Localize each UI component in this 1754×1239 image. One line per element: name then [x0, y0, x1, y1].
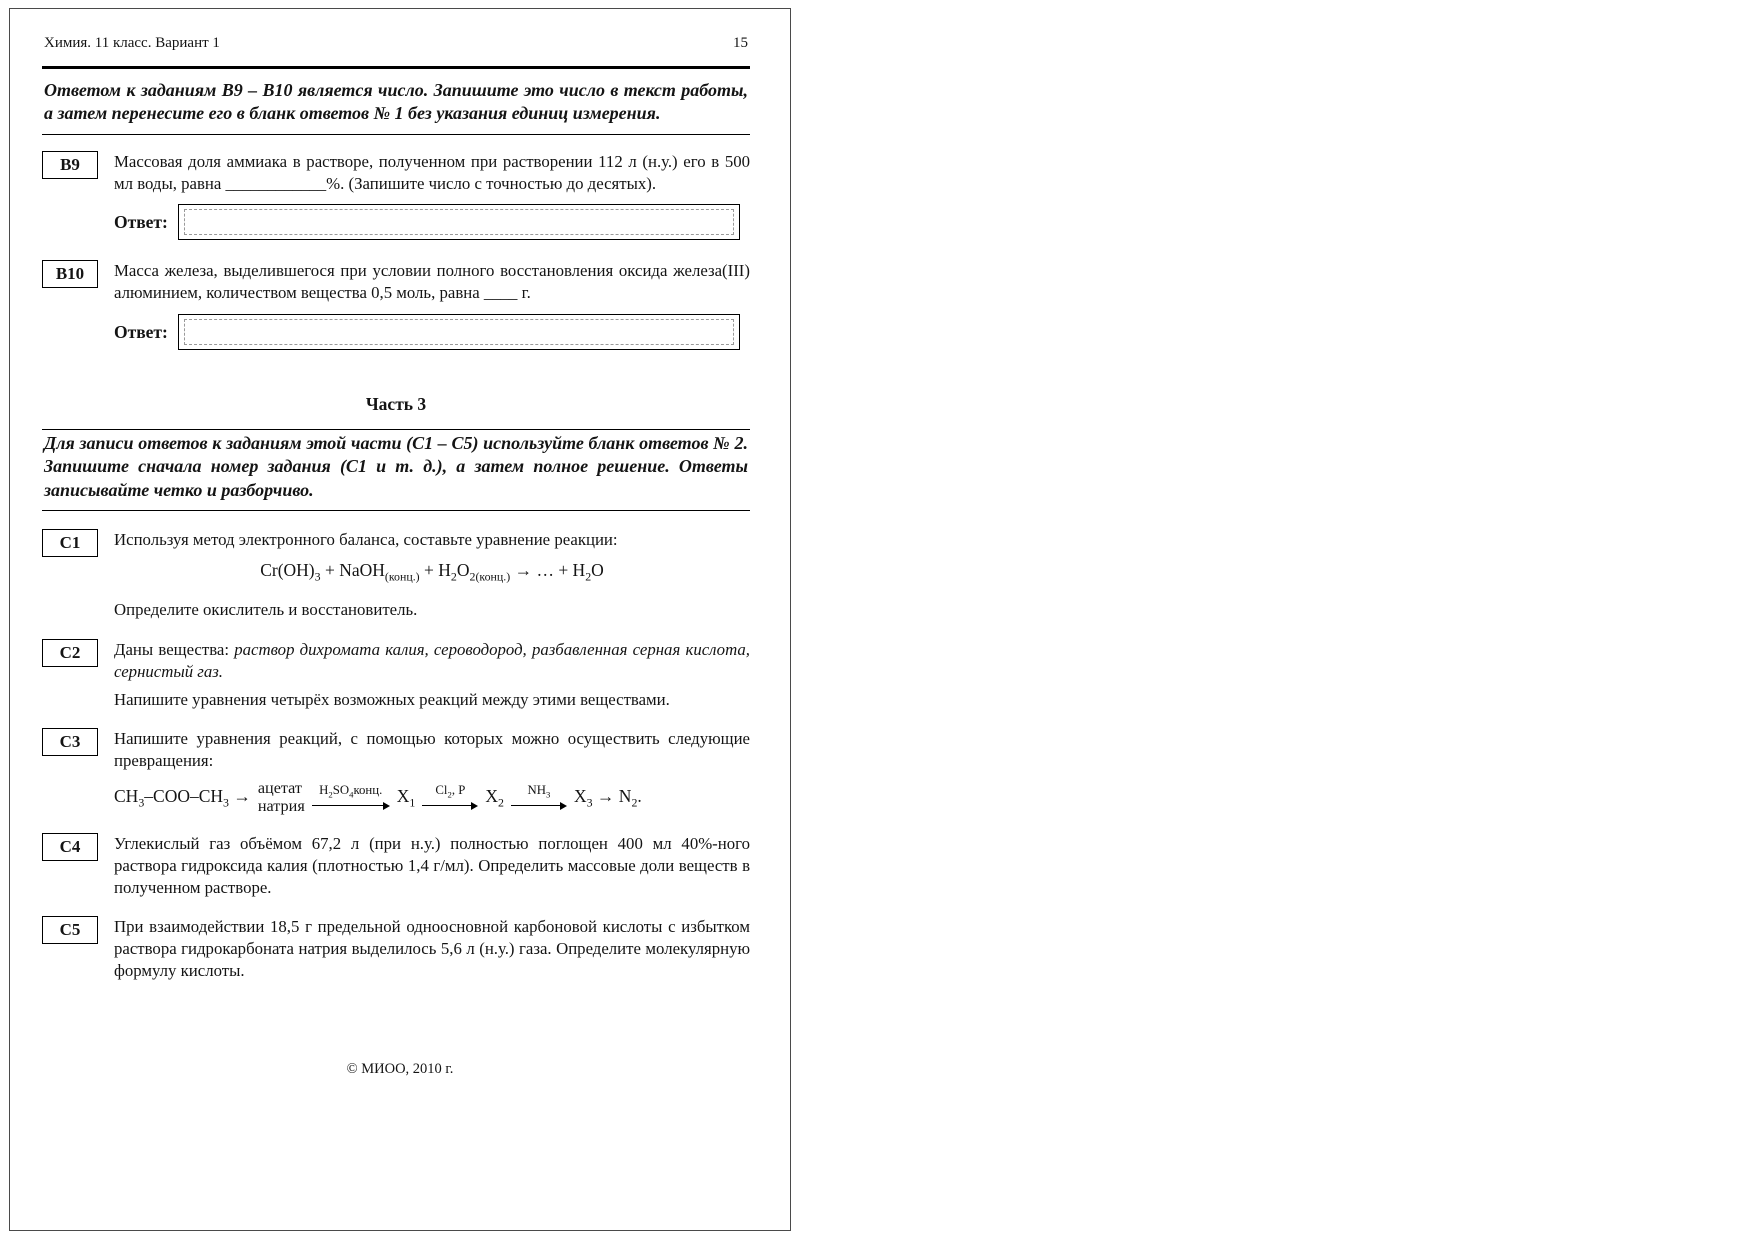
b9-answer-label: Ответ:: [114, 211, 168, 232]
task-c2-label: С2: [42, 639, 98, 667]
divider: [42, 134, 750, 135]
part2-instruction: Ответом к заданиям В9 – В10 является число. Запишите это число в текст работы, а затем перенесите его в бланк ответов № 1 без указания единиц измерения.: [44, 80, 748, 124]
task-c2-text2: Напишите уравнения четырёх возможных реакций между этими веществами.: [114, 689, 670, 709]
task-c2-text: [114, 639, 750, 683]
task-c4-text: Углекислый газ объёмом 67,2 л (при н.у.) полностью поглощен 400 мл 40%-ного раствора гидроксида калия (плотностью 1,4 г/мл). Определить массовые доли веществ в полученном растворе.: [114, 834, 750, 897]
b9-answer-row: [114, 204, 750, 240]
c3-arrow-1: $H_2SO_4конц$.: [312, 784, 390, 810]
header-title: Химия. 11 класс. Вариант 1: [44, 35, 220, 51]
b10-answer-field[interactable]: [178, 314, 740, 350]
task-c5-label: С5: [42, 916, 98, 944]
page-header: [42, 35, 750, 52]
c3-arrow-2: $Cl_2$, P: [422, 784, 478, 810]
task-c3: [42, 728, 750, 815]
task-b10-label: В10: [42, 260, 98, 288]
part3-instruction: Для записи ответов к заданиям этой части (С1 – С5) используйте бланк ответов № 2. Запишите сначала номер задания (С1 и т. д.), а затем полное решение. Ответы записывайте четко и разборчиво.: [44, 433, 748, 500]
task-c1-text: Используя метод электронного баланса, составьте уравнение реакции:: [114, 530, 618, 550]
c2-substances: раствор дихромата калия, сероводород, разбавленная серная кислота, сернистый газ.: [114, 639, 750, 681]
task-c4: [42, 833, 750, 898]
task-b9: [42, 151, 750, 195]
c3-x1: $X_1$: [396, 785, 416, 810]
c3-arrow-3: $NH_3$: [511, 784, 567, 810]
document-page: [9, 8, 791, 1231]
divider: [42, 429, 750, 430]
b9-answer-field[interactable]: [178, 204, 740, 240]
task-c1-text2: Определите окислитель и восстановитель.: [114, 600, 418, 620]
task-c5: [42, 916, 750, 981]
task-b10: [42, 260, 750, 304]
c3-chain-end: $X_3 \to N_2$.: [573, 785, 642, 810]
reaction-arrow-icon: [312, 801, 390, 811]
copyright-footer: © МИОО, 2010 г.: [346, 1061, 454, 1077]
c3-acetate-stack: ацетат натрия: [257, 779, 305, 815]
c3-x2: $X_2$: [485, 785, 504, 810]
task-c3-text: Напишите уравнения реакций, с помощью которых можно осуществить следующие превращения:: [114, 729, 750, 771]
task-b9-label: В9: [42, 151, 98, 179]
part3-title: Часть 3: [365, 394, 427, 415]
c3-chain-start: $CH_3-COO-CH_3$ →: [114, 785, 251, 810]
c3-transformation-chain: [114, 780, 750, 815]
task-c2: [42, 639, 750, 710]
page-number: 15: [733, 35, 748, 51]
divider-top: [42, 66, 750, 69]
c2-lead: Даны вещества:: [114, 639, 230, 659]
b10-answer-label: Ответ:: [114, 321, 168, 342]
divider: [42, 510, 750, 511]
reaction-arrow-icon: [511, 801, 567, 811]
b10-answer-field-inner: [184, 319, 734, 345]
task-c3-label: С3: [42, 728, 98, 756]
b10-answer-row: [114, 314, 750, 350]
b9-answer-field-inner: [184, 209, 734, 235]
task-b10-text: Масса железа, выделившегося при условии полного восстановления оксида железа(III) алюминием, количеством вещества 0,5 моль, равна ____ г.: [114, 261, 750, 303]
task-c1-label: С1: [42, 529, 98, 557]
reaction-arrow-icon: [422, 801, 478, 811]
task-c1: [42, 529, 750, 621]
task-c5-text: При взаимодействии 18,5 г предельной одноосновной карбоновой кислоты с избытком раствора гидрокарбоната натрия выделилось 5,6 л (н.у.) газа. Определите молекулярную формулу кислоты.: [114, 917, 750, 981]
task-c4-label: С4: [42, 833, 98, 861]
c1-reaction-formula: $Cr(OH)_3$ + NaOH$_{(конц.)}$ + $H_2O_{2(конц.)}$ → … + $H_2O$: [260, 560, 604, 584]
task-b9-text: Массовая доля аммиака в растворе, полученном при растворении 112 л (н.у.) его в 500 мл воды, равна ____________%. (Запишите число с точностью до десятых).: [114, 151, 750, 193]
